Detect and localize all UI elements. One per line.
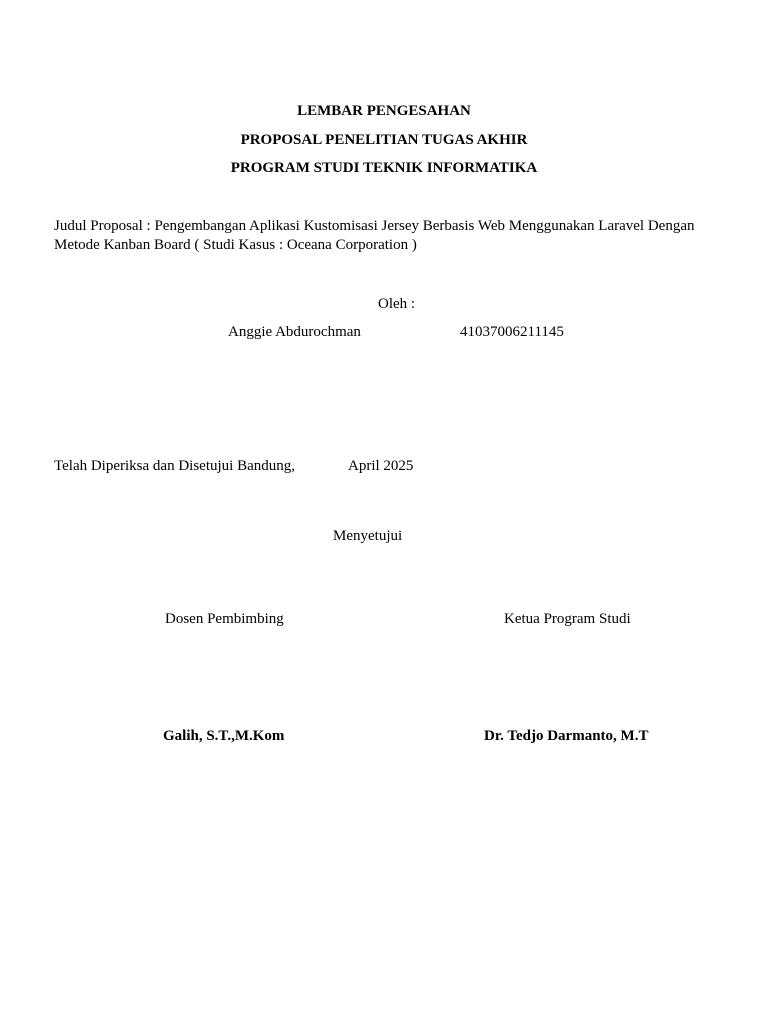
- study-program-heading: PROGRAM STUDI TEKNIK INFORMATIKA: [230, 160, 538, 176]
- proposal-title: Pengembangan Aplikasi Kustomisasi Jersey Berbasis Web Menggunakan Laravel Dengan Metode Kanban Board ( Studi Kasus : Oceana Corporation ): [54, 218, 695, 253]
- advisor-name: Galih, S.T.,M.Kom: [163, 728, 285, 744]
- proposal-title-block: [54, 217, 722, 255]
- head-of-program-role: Ketua Program Studi: [504, 611, 631, 627]
- proposal-label: Judul Proposal :: [54, 218, 155, 234]
- approval-statement: Telah Diperiksa dan Disetujui Bandung,: [54, 458, 295, 474]
- by-label: Oleh :: [378, 296, 416, 312]
- page-title: LEMBAR PENGESAHAN: [297, 103, 471, 119]
- proposal-heading: PROPOSAL PENELITIAN TUGAS AKHIR: [240, 132, 528, 148]
- advisor-role: Dosen Pembimbing: [165, 611, 284, 627]
- author-id: 41037006211145: [460, 324, 564, 340]
- author-name: Anggie Abdurochman: [228, 324, 361, 340]
- approval-date: April 2025: [348, 458, 414, 474]
- agree-label: Menyetujui: [333, 528, 403, 544]
- head-of-program-name: Dr. Tedjo Darmanto, M.T: [484, 728, 649, 744]
